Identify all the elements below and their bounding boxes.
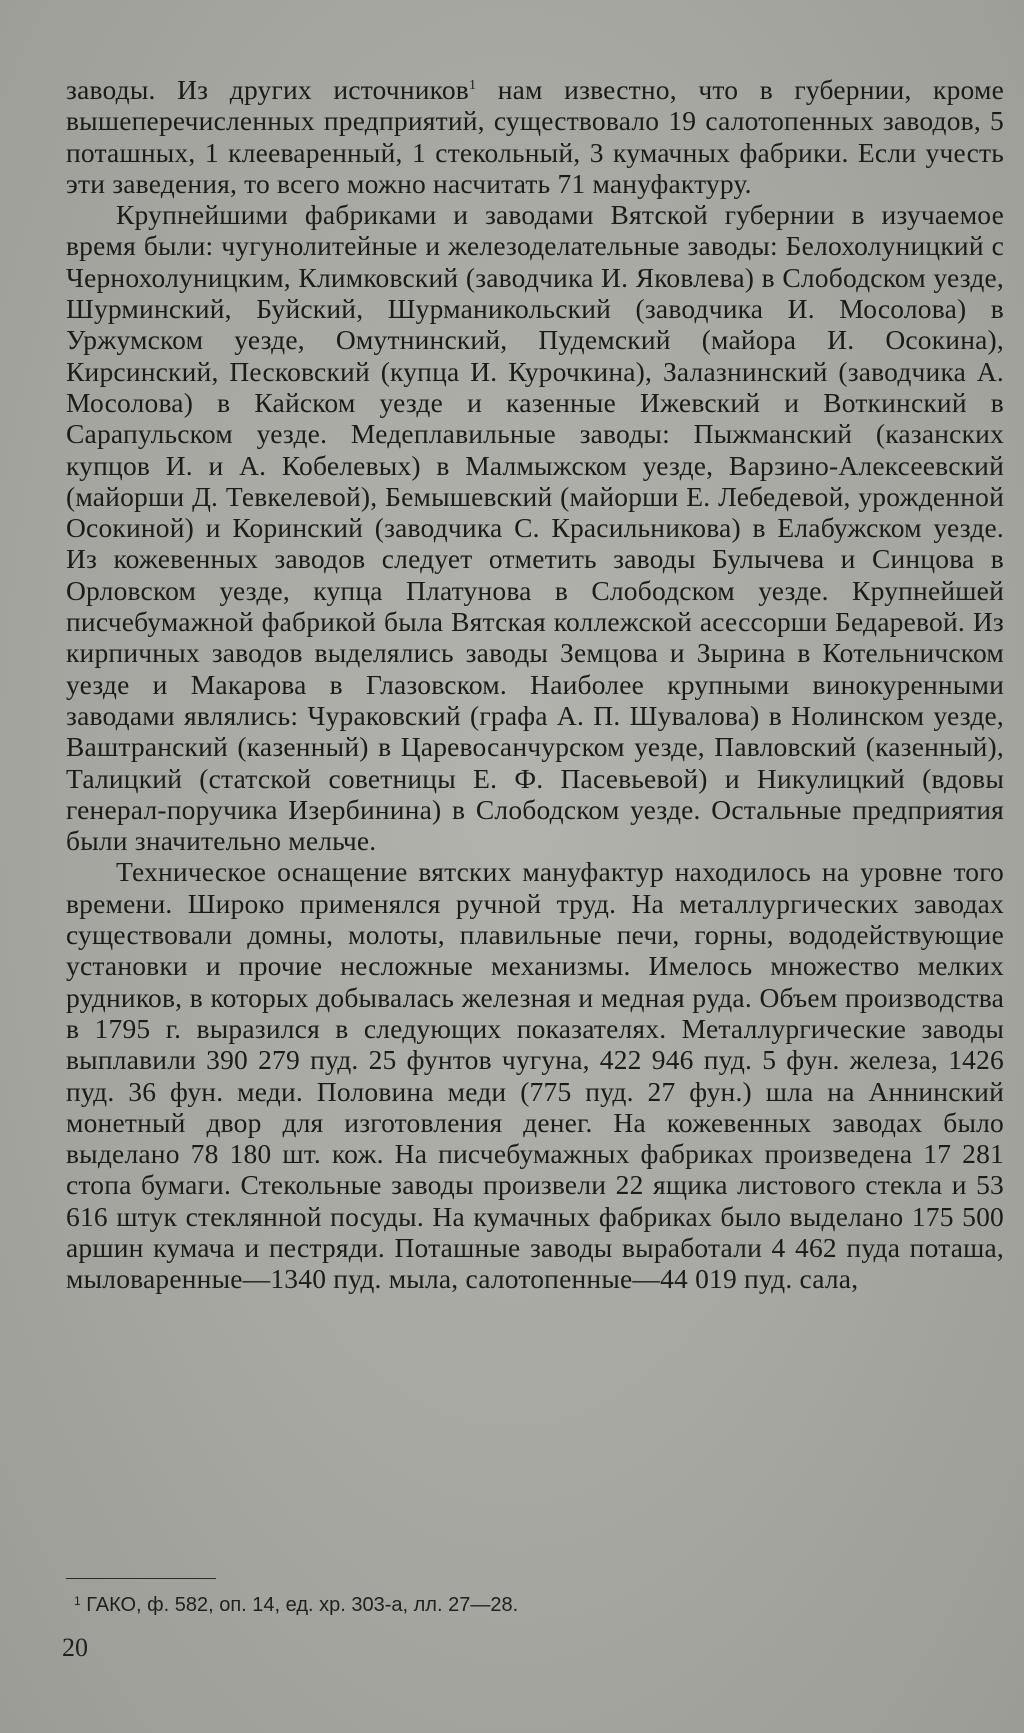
paragraph-2: Крупнейшими фабриками и заводами Вятской губернии в изучаемое время были: чугунолитейные и железоделательные заводы: Белохолуницкий с Чернохолуницким, Климковский (заводчика И. Яковлева) в Слободском уезде, Шурминский, Буйский, Шурманикольский (заводчика И. Мосолова) в Уржумском уезде, Омутнинский, Пудемский (майора И. Осокина), Кирсинский, Песковский (купца И. Курочкина), Залазнинский (заводчика А. Мосолова) в Кайском уезде и казенные Ижевский и Воткинский в Сарапульском уезде. Медеплавильные заводы: Пыжманский (казанских купцов И. и А. Кобелевых) в Малмыжском уезде, Варзино-Алексеевский (майорши Д. Тевкелевой), Бемышевский (майорши Е. Лебедевой, урожденной Осокиной) и Коринский (заводчика С. Красильникова) в Елабужском уезде. Из кожевенных заводов следует отметить заводы Булычева и Синцова в Орловском уезде, купца Платунова в Слободском уезде. Крупнейшей писчебумажной фабрикой была Вятская коллежской асессорши Бедаревой. Из кирпичных заводов выделялись заводы Земцова и Зырина в Котельничском уезде и Макарова в Глазовском. Наиболее крупными винокуренными заводами являлись: Чураковский (графа А. П. Шувалова) в Нолинском уезде, Ваштранский (казенный) в Царевосанчурском уезде, Павловский (казенный), Талицкий (статской советницы Е. Ф. Пасевьевой) и Никулицкий (вдовы генерал-поручика Изербинина) в Слободском уезде. Остальные предприятия были значительно мельче. — [66, 199, 1004, 857]
footnote-divider — [66, 1578, 216, 1579]
paragraph-1-text-end: нам известно, что в губернии, кроме вышеперечисленных предприятий, существовало 19 салотопенных заводов, 5 поташных, 1 клееваренный, 1 стекольный, 3 кумачных фабрики. Если учесть эти заведения, то всего можно насчитать 71 мануфактуру. — [66, 74, 1004, 199]
footnote — [74, 1592, 974, 1618]
paragraph-1-text-start: заводы. Из других источников — [66, 74, 469, 105]
footnote-text: ГАКО, ф. 582, оп. 14, ед. хр. 303-а, лл. 27—28. — [80, 1594, 519, 1616]
main-text — [66, 74, 1004, 1295]
footnote-reference: 1 — [468, 78, 477, 93]
paragraph-3: Техническое оснащение вятских мануфактур находилось на уровне того времени. Широко применялся ручной труд. На металлургических заводах существовали домны, молоты, плавильные печи, горны, вододействующие установки и прочие несложные механизмы. Имелось множество мелких рудников, в которых добывалась железная и медная руда. Объем производства в 1795 г. выразился в следующих показателях. Металлургические заводы выплавили 390 279 пуд. 25 фунтов чугуна, 422 946 пуд. 5 фун. железа, 1426 пуд. 36 фун. меди. Половина меди (775 пуд. 27 фун.) шла на Аннинский монетный двор для изготовления денег. На кожевенных заводах было выделано 78 180 шт. кож. На писчебумажных фабриках произведена 17 281 стопа бумаги. Стекольные заводы произвели 22 ящика листового стекла и 53 616 штук стеклянной посуды. На кумачных фабриках было выделано 175 500 аршин кумача и пестряди. Поташные заводы выработали 4 462 пуда поташа, мыловаренные—1340 пуд. мыла, салотопенные—44 019 пуд. сала, — [66, 856, 1004, 1295]
paragraph-1 — [66, 74, 1004, 199]
page-number: 20 — [62, 1633, 88, 1662]
footnote-mark: 1 — [74, 1594, 81, 1608]
